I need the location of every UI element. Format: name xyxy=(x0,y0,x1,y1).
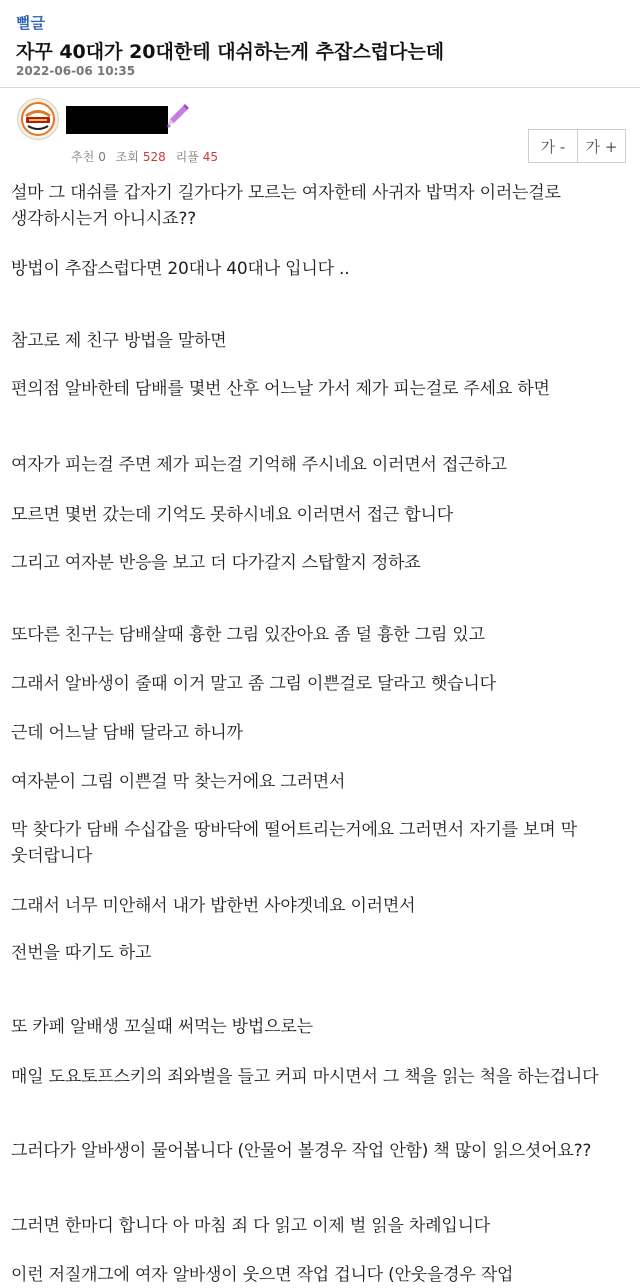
author-info xyxy=(0,88,640,172)
body-paragraph: 그러다가 알바생이 물어봅니다 (안물어 볼경우 작업 안함) 책 많이 읽으셧어요?? xyxy=(11,1141,592,1161)
body-paragraph: 근데 어느날 담배 달라고 하니까 xyxy=(11,723,243,743)
replies-count: 45 xyxy=(202,150,219,164)
body-paragraph: 여자가 피는걸 주면 제가 피는걸 기억해 주시네요 이러면서 접근하고 xyxy=(11,455,507,475)
recommend-count: 0 xyxy=(98,150,106,164)
body-paragraph: 모르면 몇번 갔는데 기억도 못하시네요 이러면서 접근 합니다 xyxy=(11,505,453,525)
author-nickname-redacted[interactable] xyxy=(66,106,168,134)
post-date: 2022-06-06 10:35 xyxy=(16,64,136,78)
body-paragraph: 또다른 친구는 담배살때 흉한 그림 있잔아요 좀 덜 흉한 그림 있고 xyxy=(11,625,485,645)
body-paragraph: 참고로 제 친구 방법을 말하면 xyxy=(11,331,227,351)
pen-icon xyxy=(163,102,191,130)
recommend-label: 추천 xyxy=(71,150,95,164)
body-paragraph: 그리고 여자분 반응을 보고 더 다가갈지 스탑할지 정하죠 xyxy=(11,553,421,573)
body-paragraph: 방법이 추잡스럽다면 20대나 40대나 입니다 .. xyxy=(11,259,350,279)
body-paragraph: 막 찾다가 담배 수십갑을 땅바닥에 떨어트리는거에요 그러면서 자기를 보며 막 웃더랍니다 xyxy=(11,820,577,866)
body-paragraph: 매일 도요토프스키의 죄와벌을 들고 커피 마시면서 그 책을 읽는 척을 하는겁니다 xyxy=(11,1067,599,1087)
views-count: 528 xyxy=(142,150,166,164)
post-stats xyxy=(71,148,218,165)
replies-label: 리플 xyxy=(175,150,199,164)
font-size-controls xyxy=(528,129,626,163)
body-paragraph: 그러면 한마디 합니다 아 마침 죄 다 읽고 이제 벌 읽을 차례입니다 xyxy=(11,1216,491,1236)
views-label: 조회 xyxy=(115,150,139,164)
category-link[interactable]: 뻘글 xyxy=(16,14,45,32)
font-increase-button[interactable]: 가 + xyxy=(578,129,626,163)
body-paragraph: 이런 저질개그에 여자 알바생이 웃으면 작업 겁니다 (안웃을경우 작업 xyxy=(11,1265,514,1285)
body-paragraph: 설마 그 대쉬를 갑자기 길가다가 모르는 여자한테 사귀자 밥먹자 이러는걸로 생각하시는거 아니시죠?? xyxy=(11,183,561,229)
body-paragraph: 전번을 따기도 하고 xyxy=(11,943,152,963)
team-logo-icon xyxy=(18,99,58,139)
post-header xyxy=(0,0,640,88)
post-title: 자꾸 40대가 20대한테 대쉬하는게 추잡스럽다는데 xyxy=(16,41,445,63)
avatar[interactable] xyxy=(17,98,59,140)
body-paragraph: 그래서 너무 미안해서 내가 밥한번 사야겟네요 이러면서 xyxy=(11,896,416,916)
body-paragraph: 그래서 알바생이 줄때 이거 말고 좀 그림 이쁜걸로 달라고 햇습니다 xyxy=(11,674,496,694)
body-paragraph: 편의점 알바한테 담배를 몇번 산후 어느날 가서 제가 피는걸로 주세요 하면 xyxy=(11,379,550,399)
body-paragraph: 또 카페 알배생 꼬실때 써먹는 방법으로는 xyxy=(11,1017,313,1037)
font-decrease-button[interactable]: 가 - xyxy=(528,129,578,163)
body-paragraph: 여자분이 그림 이쁜걸 막 찾는거에요 그러면서 xyxy=(11,772,346,792)
